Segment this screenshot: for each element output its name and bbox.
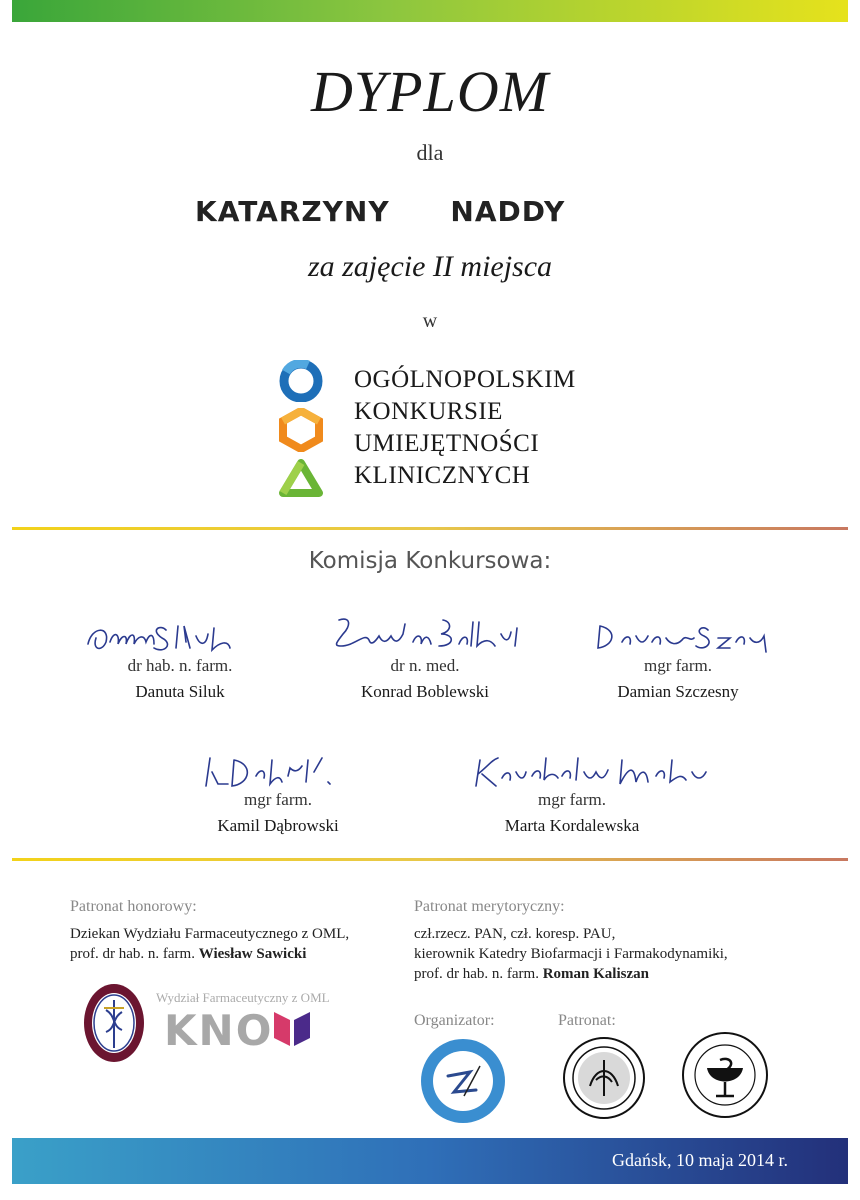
honorary-line: Dziekan Wydziału Farmaceutycznego z OML, (70, 926, 350, 942)
substantive-patronage-label: Patronat merytoryczny: (414, 898, 565, 915)
member-name: Danuta Siluk (135, 682, 225, 701)
signature-image (578, 612, 778, 662)
contest-logo (278, 360, 326, 504)
honorary-patronage-label: Patronat honorowy: (70, 898, 197, 915)
chamber-seal-logo (562, 1036, 646, 1120)
committee-member (80, 612, 280, 707)
member-title: mgr farm. (538, 790, 606, 809)
substantive-patronage-text (414, 924, 814, 984)
committee-heading: Komisja Konkursowa: (308, 548, 552, 574)
green-triangle-icon (278, 458, 324, 498)
patronage-label: Patronat: (558, 1012, 616, 1029)
recipient-first-name: KATARZYNY (195, 195, 390, 228)
committee-member (472, 746, 672, 841)
divider-top (12, 527, 848, 530)
diploma-title: DYPLOM (310, 59, 550, 124)
award-place: za zajęcie II miejsca (307, 250, 553, 283)
organizer-label: Organizator: (414, 1012, 495, 1029)
top-color-bar (12, 0, 848, 22)
honorary-line (70, 944, 400, 964)
substantive-name: Roman Kaliszan (542, 966, 649, 982)
blue-circle-icon (278, 360, 324, 402)
contest-name (354, 364, 576, 492)
committee-member (325, 612, 525, 707)
honorary-patronage-text (70, 924, 400, 964)
diploma-for: dla (416, 140, 444, 165)
member-name: Marta Kordalewska (504, 816, 640, 835)
recipient-name (195, 195, 595, 228)
organizer-logo (418, 1036, 508, 1126)
signature-image (80, 612, 280, 662)
contest-line: UMIEJĘTNOŚCI (354, 430, 540, 457)
substantive-line: czł.rzecz. PAN, czł. koresp. PAU, (414, 926, 616, 942)
university-seal-logo (82, 982, 146, 1064)
honorary-name: Wiesław Sawicki (198, 946, 307, 962)
committee-member (178, 746, 378, 841)
substantive-line (414, 964, 814, 984)
member-title: mgr farm. (644, 656, 712, 675)
member-title: mgr farm. (244, 790, 312, 809)
substantive-degree: prof. dr hab. n. farm. (414, 966, 539, 982)
kno-logo-mark (272, 1010, 312, 1048)
signature-image (178, 746, 378, 796)
kno-logo-text: KNO (164, 1006, 274, 1055)
committee-member (578, 612, 778, 707)
signature-image (462, 746, 722, 796)
honorary-degree: prof. dr hab. n. farm. (70, 946, 195, 962)
substantive-line: kierownik Katedry Biofarmacji i Farmakodynamiki, (414, 946, 728, 962)
diploma-in: w (422, 310, 438, 332)
faculty-text: Wydział Farmaceutyczny z OML (156, 990, 330, 1005)
contest-line: OGÓLNOPOLSKIM (354, 366, 576, 393)
contest-line: KONKURSIE (354, 398, 503, 425)
member-title: dr n. med. (390, 656, 460, 675)
member-name: Kamil Dąbrowski (217, 816, 339, 835)
issue-date: Gdańsk, 10 maja 2014 r. (612, 1150, 788, 1170)
orange-hexagon-icon (278, 408, 324, 452)
divider-bottom (12, 858, 848, 861)
signature-image (325, 612, 525, 662)
pharmaceutical-society-logo (680, 1030, 770, 1120)
member-name: Damian Szczesny (617, 682, 739, 701)
contest-line: KLINICZNYCH (354, 462, 531, 489)
member-name: Konrad Boblewski (361, 682, 489, 701)
member-title: dr hab. n. farm. (127, 656, 233, 675)
recipient-last-name: NADDY (450, 195, 566, 228)
